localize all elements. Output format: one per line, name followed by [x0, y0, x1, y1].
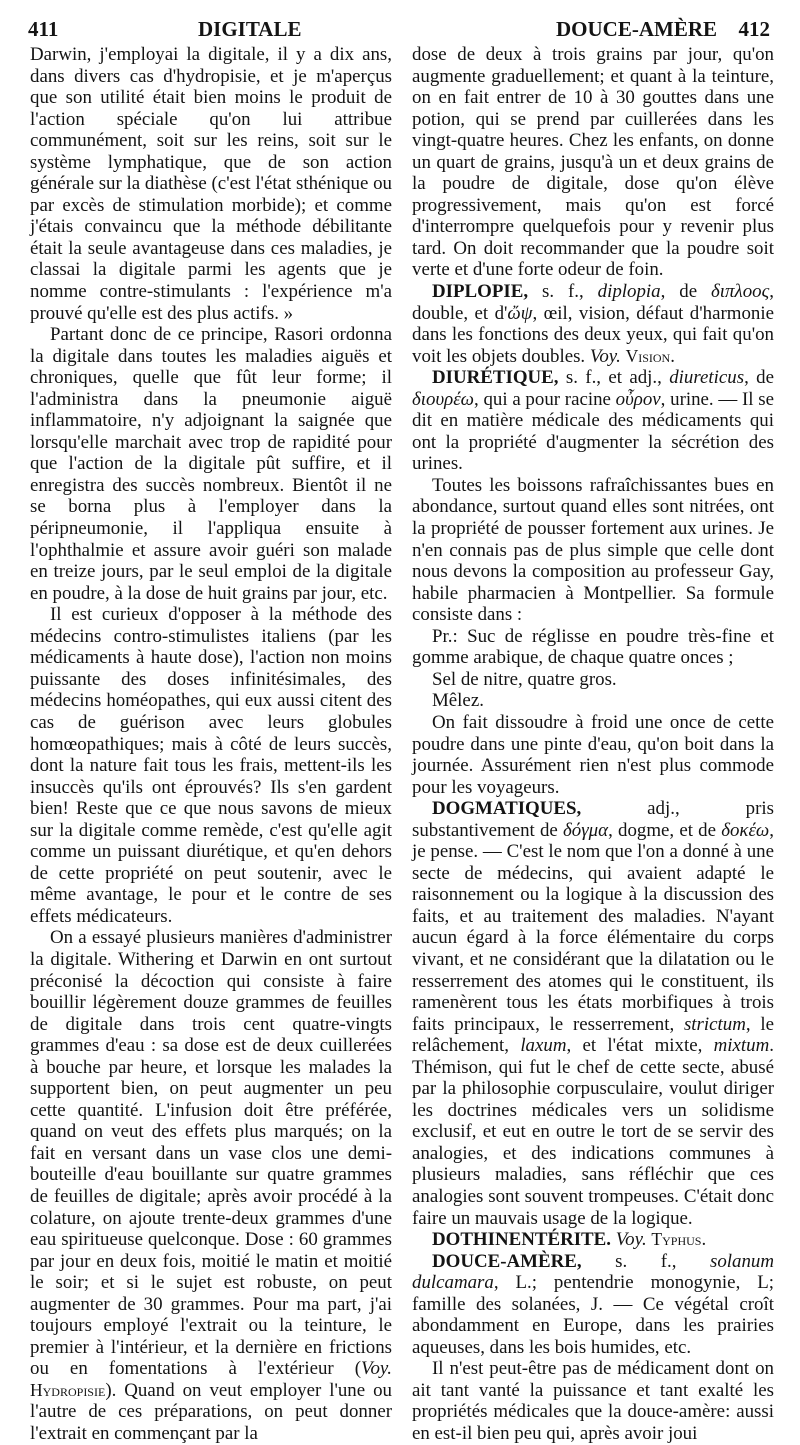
paragraph: dose de deux à trois grains par jour, qu'on augmente graduellement; et quant à la teinture, on en fait entrer de 10 à 30 gouttes dans une potion, qui se prend par cuillerées dans les vingt-quatre heures. Chez les enfants, on donne un quart de grains, jusqu'à un et deux grains de la poudre de digitale, dose qu'on élève progressivement, mais qu'on est forcé d'interrompre quelquefois pour y revenir plus tard. On doit recommander que la poudre soit verte et d'une forte odeur de foin.: [412, 44, 774, 281]
paragraph: Il est curieux d'opposer à la méthode des médecins contro-stimulistes italiens (par les médicaments à haute dose), l'action non moins puissante des doses infinitésimales, des médecins homéopathes, qui eux aussi citent des cas de guérison avec leurs globules homœopathiques; mais à côté de leurs succès, dont la nature fait tous les frais, mettent-ils les insuccès qu'ils ont éprouvés? Ils s'en gardent bien! Reste que ce que nous savons de mieux sur la digitale comme remède, c'est qu'elle agit comme un puissant diurétique, et qu'en dehors de cette propriété on peut soutenir, avec le même avantage, le pour et le contre de ses effets médicateurs.: [30, 604, 392, 927]
paragraph: On a essayé plusieurs manières d'administrer la digitale. Withering et Darwin en ont surtout préconisé la décoction qui consiste à faire bouillir légèrement douze grammes de feuilles de digitale dans trois cent quatre-vingts grammes d'eau : sa dose est de deux cuillerées à bouche par heure, et lorsque les malades la supportent bien, on peut augmenter un peu cette quantité. L'infusion doit être préférée, quand on veut des effets plus marqués; on la fait en versant dans un vase clos une demi-bouteille d'eau bouillante sur quatre grammes de feuilles de digitale; après avoir procédé à la colature, on ajoute trente-deux grammes d'une eau spiritueuse quelconque. Dose : 60 grammes par jour en deux fois, moitié le matin et moitié le soir; et si le sujet est robuste, on peut augmenter de 30 grammes. Pour ma part, j'ai toujours employé l'extrait ou la teinture, le premier à l'intérieur, et la dernière en frictions ou en fomentations à l'extérieur (Voy. Hydropisie). Quand on veut employer l'une ou l'autre de ces préparations, on peut donner l'extrait en commençant par la: [30, 927, 392, 1444]
entry-douce-amere: DOUCE-AMÈRE, s. f., solanum dulcamara, L.; pentendrie monogynie, L; famille des solanées, J. — Ce végétal croît abondamment en Europe, dans les prairies aqueuses, dans les bois humides, etc.: [412, 1250, 774, 1358]
cross-reference-target: Vision: [625, 345, 671, 366]
recipe-line: Pr.: Suc de réglisse en poudre très-fine et gomme arabique, de chaque quatre onces ;: [412, 625, 774, 669]
entry-dothinenterite: DOTHINENTÉRITE. Voy. Typhus.: [432, 1229, 707, 1251]
paragraph: Il n'est peut-être pas de médicament dont on ait tant vanté la puissance et tant exalté les propriétés médicales que la douce-amère: aussi en est-il bien peu qui, après avoir joui: [412, 1358, 774, 1444]
entry-diuretique: DIURÉTIQUE, s. f., et adj., diureticus, de διουρέω, qui a pour racine οὖρον, urine. — Il se dit en matière médicale des médicaments qui ont la propriété d'augmenter la sécrétion des urines.: [412, 367, 775, 475]
cross-reference-target: Hydropisie: [30, 1379, 106, 1400]
entry-diplopie: DIPLOPIE, s. f., diplopia, de διπλοος, double, et d'ὤψ, œil, vision, défaut d'harmonie dans les fonctions des deux yeux, qui fait qu'on voit les objets doubles. Voy. Vision.: [412, 281, 774, 367]
headword: DOTHINENTÉRITE.: [432, 1229, 611, 1251]
right-column: [412, 44, 775, 1444]
cross-reference-voy: Voy.: [589, 345, 621, 367]
paragraph: On fait dissoudre à froid une once de cette poudre dans une pinte d'eau, qu'on boit dans la journée. Assurément rien n'est plus commode pour les voyageurs.: [412, 711, 774, 798]
headword: DOGMATIQUES,: [432, 798, 582, 820]
headword: DOUCE-AMÈRE,: [432, 1250, 582, 1272]
left-column: [30, 44, 392, 1444]
cross-reference-voy: Voy.: [361, 1358, 392, 1380]
paragraph: Partant donc de ce principe, Rasori ordonna la digitale dans toutes les maladies aiguës et chroniques, quelle que fût leur forme; il l'administra dans la pneumonie aiguë inflammatoire, n'y adjoignant la saignée que lorsqu'elle marchait avec trop de rapidité pour que l'action de la digitale pût suffire, et il enregistra des succès nombreux. Bientôt il ne se borna plus à l'employer dans la péripneumonie, il l'appliqua ensuite à l'ophthalmie et assure avoir guéri son malade en treize jours, par le seul emploi de la digitale en poudre, à la dose de huit grains par jour, etc.: [30, 324, 392, 604]
headword: DIPLOPIE,: [432, 281, 529, 303]
paragraph: Toutes les boissons rafraîchissantes bues en abondance, surtout quand elles sont nitrées, ont la propriété de pousser fortement aux urines. Je n'en connais pas de plus simple que celle dont nous devons la composition au professeur Gay, habile pharmacien à Montpellier. Sa formule consiste dans :: [412, 474, 774, 626]
headword: DIURÉTIQUE,: [432, 367, 559, 389]
page-number-left: 411: [28, 17, 59, 41]
paragraph: Darwin, j'employai la digitale, il y a dix ans, dans divers cas d'hydropisie, et je m'aperçus que son utilité était bien moins le produit de l'action spéciale qu'on lui attribue communément, soit sur les reins, soit sur le système lymphatique, que de son action générale sur la diathèse (c'est l'état sthénique ou par excès de stimulation morbide); et comme j'étais convaincu que la méthode débilitante était la seule avantageuse dans ces maladies, je classai la digitale parmi les agents que je nomme contre-stimulants : l'expérience m'a prouvé qu'elle est des plus actifs. »: [30, 44, 392, 324]
recipe-line: Sel de nitre, quatre gros.: [432, 668, 617, 690]
running-title-left: DIGITALE: [198, 17, 302, 41]
running-title-right: DOUCE-AMÈRE: [556, 17, 717, 41]
cross-reference-voy: Voy.: [615, 1229, 647, 1251]
running-header: [28, 4, 770, 44]
entry-dogmatiques: DOGMATIQUES, adj., pris substantivement de δόγμα, dogme, et de δοκέω, je pense. — C'est le nom que l'on a donné à une secte de médecins, qui avaient adapté le raisonnement ou la logique à la discussion des faits, et au traitement des maladies. N'ayant aucun égard à la force élémentaire du corps vivant, et ne considérant que la dilatation ou le resserrement des atomes qui le constituent, ils ramenèrent tous les états morbifiques à trois faits principaux, le resserrement, strictum, le relâchement, laxum, et l'état mixte, mixtum. Thémison, qui fut le chef de cette secte, abusé par la philosophie corpusculaire, voulut diriger les doctrines médicales vers un solidisme exclusif, et eut en outre le tort de se servir des analogies, et des indications communes à plusieurs maladies, sans réfléchir que ces analogies sont souvent trompeuses. C'était donc faire un mauvais usage de la logique.: [412, 798, 774, 1229]
page-number-right: 412: [738, 17, 770, 41]
recipe-line: Mêlez.: [432, 690, 484, 712]
cross-reference-target: Typhus: [651, 1229, 702, 1250]
